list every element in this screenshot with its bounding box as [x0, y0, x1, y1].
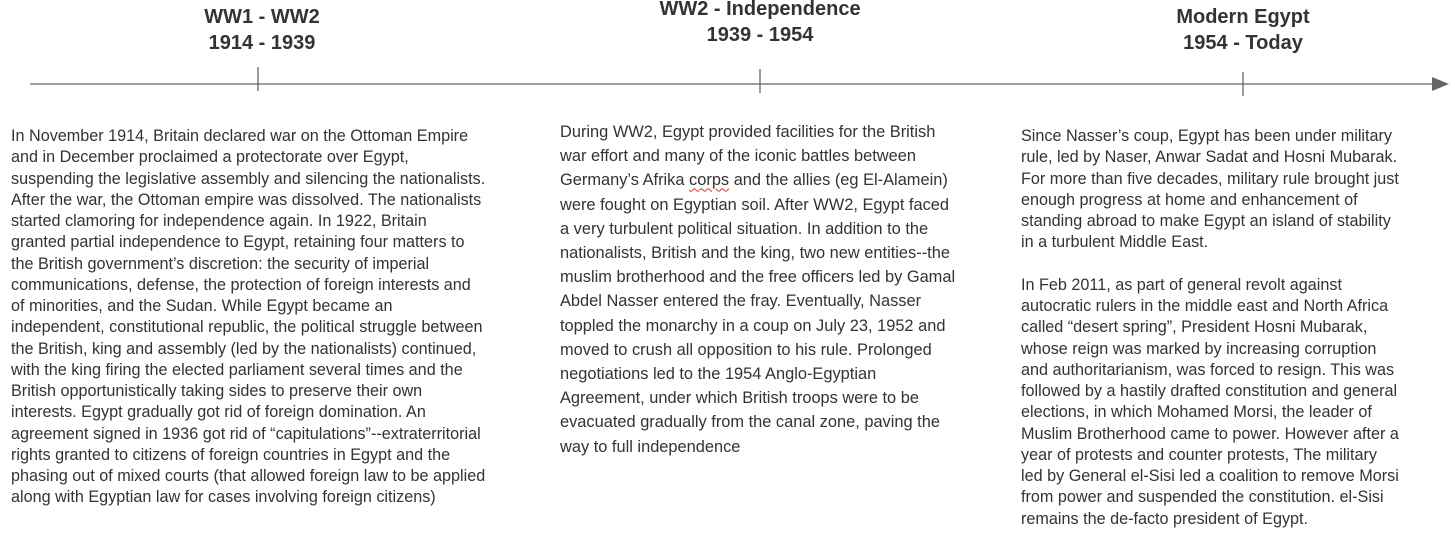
era-2-text-before: During WW2, Egypt provided facilities for the British war effort and many of the iconic battles between Germany’s Afrika — [560, 123, 936, 190]
era-3-description: Since Nasser’s coup, Egypt has been under military rule, led by Naser, Anwar Sadat and Hosni Mubarak. For more than five decades, military rule brought just enough progress at home and enhancement of standing abroad to make Egypt an island of stability in a turbulent Middle East. In Feb 2011, as part of general revolt against autocratic rulers in the middle east and North Africa called “desert spring”, President Hosni Mubarak, whose reign was marked by increasing corruption and authoritarianism, was forced to resign. This was followed by a hastily drafted constitution and general elections, in which Mohamed Morsi, the leader of Muslim Brotherhood came to power. However after a year of protests and counter protests, The military led by General el-Sisi led a coalition to remove Morsi from power and suspended the constitution. el-Sisi remains the de-facto president of Egypt. — [1021, 127, 1399, 528]
era-1-title — [162, 4, 362, 56]
era-3-title — [1143, 4, 1343, 56]
era-1-period: WW1 - WW2 — [204, 6, 320, 28]
era-1-description: In November 1914, Britain declared war on the Ottoman Empire and in December proclaimed a protectorate over Egypt, suspending the legislative assembly and silencing the nationalists. After the war, the Ottoman empire was dissolved. The nationalists started clamoring for independence again. In 1922, Britain granted partial independence to Egypt, retaining four matters to the British government’s discretion: the security of imperial communications, defense, the protection of foreign interests and of minorities, and the Sudan. While Egypt became an independent, constitutional republic, the political struggle between the British, king and assembly (led by the nationalists) continued, with the king firing the elected parliament several times and the British opportunistically taking sides to preserve their own interests. Egypt gradually got rid of foreign domination. An agreement signed in 1936 got rid of “capitulations”--extraterritorial rights granted to citizens of foreign countries in Egypt and the phasing out of mixed courts (that allowed foreign law to be applied along with Egyptian law for cases involving foreign citizens) — [11, 127, 486, 507]
spellcheck-flagged-word: corps — [689, 171, 730, 190]
era-1-years: 1914 - 1939 — [208, 32, 316, 54]
era-2-description — [560, 120, 990, 459]
era-3-years: 1954 - Today — [1183, 32, 1303, 54]
era-2-text-after: and the allies (eg El-Alamein) were fought on Egyptian soil. After WW2, Egypt faced a very turbulent political situation. In addition to the nationalists, British and the king, two new entities--the muslim brotherhood and the free officers led by Gamal Abdel Nasser entered the fray. Eventually, Nasser toppled the monarchy in a coup on July 23, 1952 and moved to crush all opposition to his rule. Prolonged negotiations led to the 1954 Anglo-Egyptian Agreement, under which British troops were to be evacuated gradually from the canal zone, paving the way to full independence — [560, 171, 956, 456]
era-3-period: Modern Egypt — [1176, 6, 1310, 28]
era-2-period: WW2 - Independence — [659, 0, 861, 20]
era-2-years: 1939 - 1954 — [706, 24, 814, 46]
timeline-arrowhead — [1432, 77, 1449, 91]
era-2-title — [610, 0, 910, 48]
